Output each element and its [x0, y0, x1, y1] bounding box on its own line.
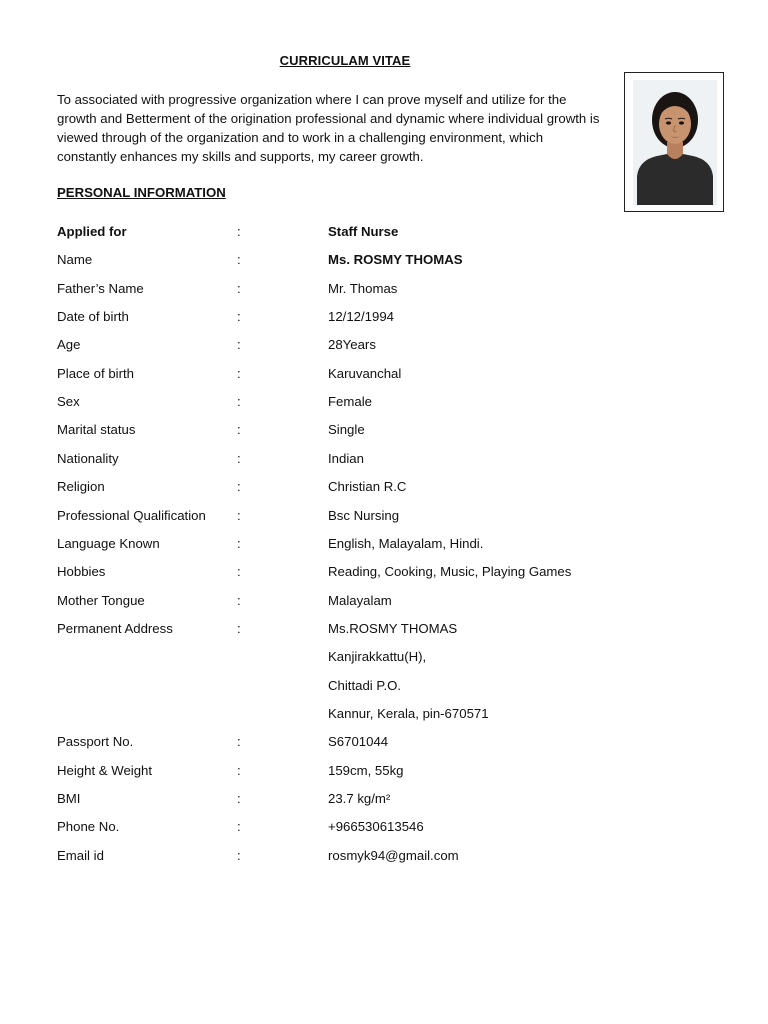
info-label: Place of birth [57, 365, 134, 381]
info-value: Kannur, Kerala, pin-670571 [328, 705, 489, 721]
info-row [0, 309, 768, 329]
info-row [0, 422, 768, 442]
info-label: Name [57, 252, 93, 268]
info-value: S6701044 [328, 734, 389, 750]
info-row [0, 479, 768, 499]
info-separator: : [237, 479, 241, 495]
info-label: Language Known [57, 535, 160, 551]
info-row [0, 791, 768, 811]
info-separator: : [237, 252, 241, 268]
info-row [0, 252, 768, 272]
info-value: English, Malayalam, Hindi. [328, 535, 484, 551]
info-separator: : [237, 620, 241, 636]
info-separator: : [237, 592, 241, 608]
career-objective: To associated with progressive organization where I can prove myself and utilize for the growth and Betterment of the origination professional and dynamic where individual growth is viewed through of the organization and to work in a challenging environment, which constantly enhances my skills and supports, my career growth. [57, 92, 600, 164]
info-separator: : [237, 507, 241, 523]
info-label: BMI [57, 791, 81, 806]
info-label: Hobbies [57, 564, 106, 580]
info-separator: : [237, 847, 241, 863]
info-value: Ms. ROSMY THOMAS [328, 252, 463, 268]
info-label: Passport No. [57, 734, 134, 750]
info-row [0, 593, 768, 613]
info-value: rosmyk94@gmail.com [328, 847, 459, 863]
info-row [0, 451, 768, 471]
info-row [0, 649, 768, 669]
info-value: Ms.ROSMY THOMAS [328, 620, 458, 636]
info-label: Nationality [57, 450, 119, 466]
info-row [0, 848, 768, 868]
info-row [0, 366, 768, 386]
passport-photo-frame [624, 72, 724, 212]
info-label: Age [57, 337, 81, 353]
info-value: Indian [328, 450, 364, 466]
info-value: Karuvanchal [328, 365, 402, 381]
info-separator: : [237, 365, 241, 381]
info-row [0, 734, 768, 754]
personal-information-heading: PERSONAL INFORMATION [57, 185, 226, 200]
info-label: Permanent Address [57, 620, 173, 636]
info-label: Professional Qualification [57, 507, 206, 523]
info-row [0, 564, 768, 584]
info-separator: : [237, 734, 241, 750]
info-label: Religion [57, 479, 105, 495]
info-label: Marital status [57, 422, 136, 438]
info-separator: : [237, 535, 241, 551]
info-row [0, 394, 768, 414]
info-label: Height & Weight [57, 762, 153, 778]
info-value: Bsc Nursing [328, 507, 400, 523]
info-label: Phone No. [57, 819, 120, 835]
info-row [0, 763, 768, 783]
info-value: 28Years [328, 337, 376, 353]
info-separator: : [237, 280, 241, 296]
info-label: Father’s Name [57, 280, 144, 296]
info-separator: : [237, 309, 241, 325]
info-separator: : [237, 819, 241, 835]
info-separator: : [237, 450, 241, 466]
info-separator: : [237, 791, 241, 806]
info-value: Female [328, 394, 372, 410]
info-row [0, 536, 768, 556]
info-label: Email id [57, 847, 104, 863]
info-value: Malayalam [328, 592, 392, 608]
info-row [0, 819, 768, 839]
info-value: Mr. Thomas [328, 280, 398, 296]
info-separator: : [237, 422, 241, 438]
info-separator: : [237, 762, 241, 778]
info-label: Applied for [57, 224, 127, 239]
info-value: Kanjirakkattu(H), [328, 649, 427, 665]
info-value: Christian R.C [328, 479, 407, 495]
info-separator: : [237, 394, 241, 410]
info-label: Mother Tongue [57, 592, 145, 608]
info-row [0, 621, 768, 641]
info-row [0, 224, 768, 244]
info-value: +966530613546 [328, 819, 424, 835]
info-row [0, 281, 768, 301]
cv-title: CURRICULAM VITAE [279, 53, 411, 68]
info-value: 12/12/1994 [328, 309, 395, 325]
info-value: Chittadi P.O. [328, 677, 402, 693]
info-label: Date of birth [57, 309, 129, 325]
info-row [0, 706, 768, 726]
info-value: 23.7 kg/m² [328, 791, 391, 806]
info-row [0, 337, 768, 357]
info-separator: : [237, 564, 241, 580]
info-value: Staff Nurse [328, 224, 399, 239]
info-row [0, 508, 768, 528]
info-separator: : [237, 224, 241, 239]
info-value: 159cm, 55kg [328, 762, 404, 778]
info-row [0, 678, 768, 698]
passport-photo [633, 80, 717, 205]
info-value: Single [328, 422, 365, 438]
info-value: Reading, Cooking, Music, Playing Games [328, 564, 572, 580]
info-label: Sex [57, 394, 80, 410]
info-separator: : [237, 337, 241, 353]
